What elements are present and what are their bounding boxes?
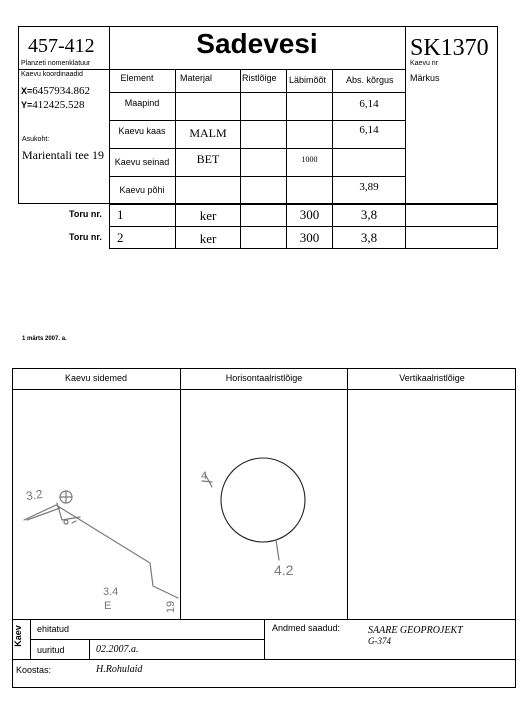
horizontal-section-sketch [202,458,305,560]
annotation-circle-label: 4.2 [274,562,294,578]
well-connections-sketch [24,491,178,598]
well-circle [221,458,305,542]
column-header-notes: Märkus [410,73,440,83]
row-material: MALM [189,126,227,140]
annotation-distance-left: 3.2 [25,486,44,504]
sketch-header-horizontal: Horisontaalristlõige [225,373,303,383]
annotation-direction-letter: E [104,600,112,612]
well-number-value: SK1370 [410,35,489,61]
annotation-distance-bottom: 3.4 [103,586,119,598]
column-header-cross-section: Ristlõige [242,73,277,83]
row-diameter: 1000 [301,155,318,164]
y-coordinate-value: 412425.528 [32,99,85,111]
sketch-header-connections: Kaevu sidemed [64,373,128,383]
data-source-code: G-374 [368,636,391,646]
column-header-material: Materjal [180,73,213,83]
row-element-label: Kaevu põhi [119,185,165,195]
row-element-label: Kaevu seinad [114,157,170,167]
nomenclature-value: 457-412 [28,35,95,57]
location-label: Asukoht: [22,136,50,143]
row-element-label: Maapind [124,98,160,108]
compiled-value: H.Rohulaid [96,664,143,675]
well-number-label: Kaevu nr [410,60,439,67]
well-side-label: Kaev [12,625,23,647]
pipe-material: ker [199,231,217,246]
pipe-material: ker [199,208,217,223]
pipe-diameter: 300 [299,230,320,245]
y-coordinate-label: Y= [21,100,33,110]
pipe-number: 2 [117,230,124,245]
pipe-diameter: 300 [299,207,320,222]
column-header-element: Element [120,73,154,83]
column-header-diameter: Läbimõõt [289,75,327,85]
sketch-header-vertical: Vertikaalristlõige [399,373,465,383]
built-label: ehitatud [37,624,70,634]
nomenclature-label: Planzeti nomenklatuur [21,60,91,67]
row-material: BET [196,152,220,166]
column-header-abs-height: Abs. kõrgus [346,75,394,85]
compiled-label: Koostas: [16,665,52,675]
data-source-value: SAARE GEOPROJEKT [368,625,463,636]
row-element-label: Kaevu kaas [118,126,166,136]
coordinates-label: Kaevu koordinaadid [21,71,83,78]
document-date: 1 märts 2007. a. [22,336,67,342]
x-coordinate-value: 6457934.862 [32,85,91,97]
annotation-circle-mark: 4 [201,470,208,482]
pipe-label: Toru nr. [69,232,102,242]
row-abs-height: 3,89 [359,181,379,193]
pipe-abs-height: 3,8 [360,207,378,222]
location-value: Marientali tee 19 [22,148,104,162]
row-abs-height: 6,14 [359,124,379,136]
x-coordinate-label: X= [21,86,33,96]
page-title: Sadevesi [196,28,318,59]
pipe-abs-height: 3,8 [360,230,378,245]
row-abs-height: 6,14 [359,98,379,110]
surveyed-value: 02.2007.a. [96,644,139,655]
pipe-number: 1 [117,207,124,222]
data-source-label: Andmed saadud: [272,623,341,633]
surveyed-label: uuritud [37,645,65,655]
pipe-label: Toru nr. [69,209,102,219]
annotation-side-number: 19 [165,600,178,614]
